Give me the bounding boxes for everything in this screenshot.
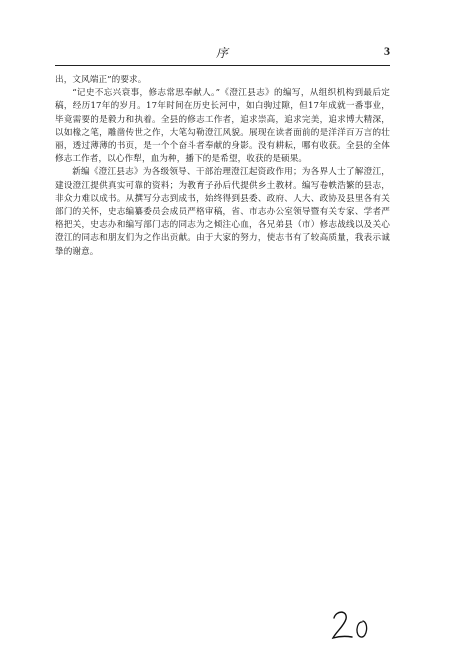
paragraph: “记史不忘兴衰事，修志常思奉献人。”《澄江县志》的编写，从组织机构到最后定稿，经历17年的岁月。17年时间在历史长河中，如白驹过隙，但17年成就一番事业，毕竟需要的是毅力和执着。全县的修志工作者，追求崇高，追求完美，追求博大精深，以如椽之笔，雕凿传世之作，大笔勾勒澄江风貌。展现在读者面前的是洋洋百万言的壮丽，透过薄薄的书页，是一个个奋斗者奉献的身影。没有耕耘，哪有收获。全县的全体修志工作者，以心作犁，血为种，播下的是希望，收获的是硕果。 bbox=[55, 88, 390, 165]
paragraph-continuation: 出，文风端正”的要求。 bbox=[55, 75, 147, 85]
running-head bbox=[55, 44, 390, 64]
section-title: 序 bbox=[215, 46, 229, 60]
body-text bbox=[55, 74, 390, 259]
header-rule bbox=[55, 65, 390, 66]
handwritten-20-glyphs bbox=[330, 608, 374, 642]
paragraph: 新编《澄江县志》为各级领导、干部治理澄江起资政作用；为各界人士了解澄江，建设澄江提供真实可靠的资料；为教育子孙后代提供乡土教材。编写卷帙浩繁的县志，非众力难以成书。从撰写分志到成书，始终得到县委、政府、人大、政协及县里各有关部门的关怀，史志编纂委员会成员严格审稿，省、市志办公室领导暨有关专家、学者严格把关，史志办和编写部门志的同志为之倾注心血，各兄弟县（市）修志战线以及关心澄江的同志和朋友们为之作出贡献。由于大家的努力，使志书有了较高质量，我表示诚挚的谢意。 bbox=[55, 167, 390, 257]
page-number: 3 bbox=[384, 44, 390, 58]
